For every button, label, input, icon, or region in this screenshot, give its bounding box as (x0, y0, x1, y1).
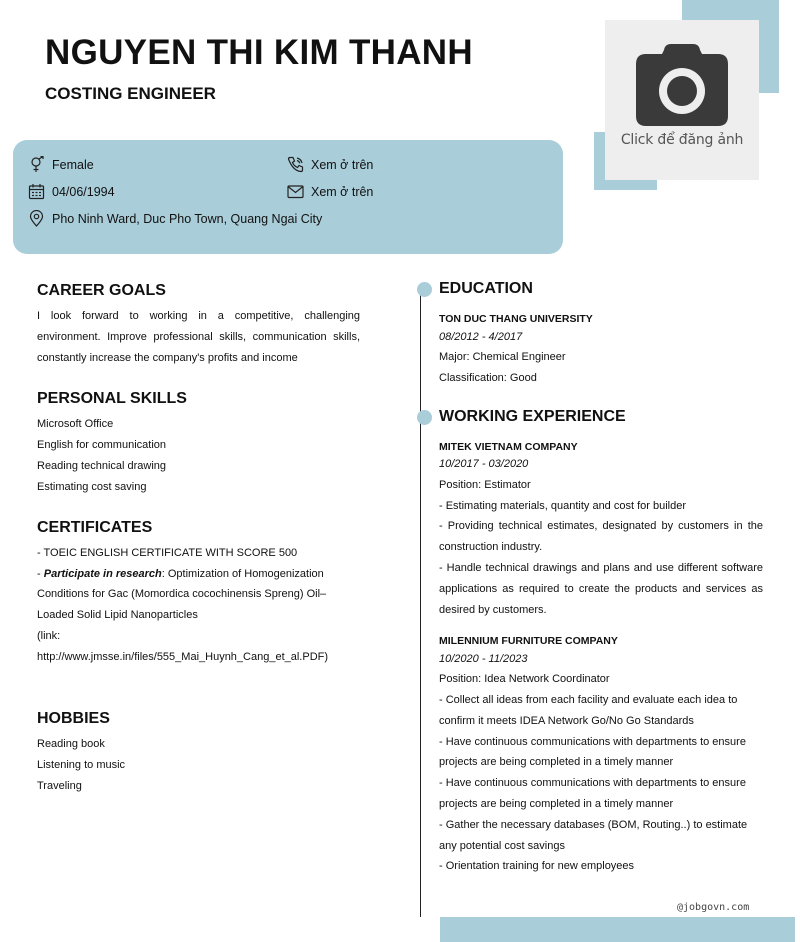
education-classification: Classification: Good (439, 372, 537, 384)
experience-title: WORKING EXPERIENCE (439, 408, 626, 425)
candidate-name: NGUYEN THI KIM THANH (45, 33, 473, 72)
watermark: @jobgovn.com (677, 902, 750, 913)
gender-row (28, 156, 94, 173)
job-detail-line: applications as required to create the products and services as (439, 583, 763, 595)
job-detail-line: - Orientation training for new employees (439, 860, 635, 872)
certificate-research-label: Participate in research (43, 568, 162, 580)
dob-row (28, 183, 115, 200)
job-detail-line: confirm it meets IDEA Network Go/No Go Standards (439, 715, 694, 727)
job-detail-line: construction industry. (439, 541, 543, 553)
personal-info-box (13, 140, 563, 254)
job-detail-line: desired by customers. (439, 604, 547, 616)
certificate-line: Conditions for Gac (Momordica cocochinensis Spreng) Oil– (37, 588, 327, 600)
hobby-item: Traveling (37, 780, 82, 792)
job-detail-line: Position: Estimator (439, 479, 531, 491)
email-value: Xem ở trên (311, 184, 374, 199)
mail-icon (287, 183, 304, 200)
job-detail-line: - Collect all ideas from each facility and evaluate each idea to (439, 694, 738, 706)
hobbies-title: HOBBIES (37, 710, 110, 727)
job-detail-line: - Providing technical estimates, designated by customers in the (439, 520, 763, 532)
certificate-line: Loaded Solid Lipid Nanoparticles (37, 609, 198, 621)
certificate-prefix: - (37, 568, 44, 580)
photo-upload[interactable] (605, 20, 759, 180)
skill-item: Microsoft Office (37, 418, 114, 430)
career-goals-line: constantly increase the company's profits and income (37, 352, 298, 364)
photo-caption: Click để đăng ảnh (620, 132, 744, 148)
dob-value: 04/06/1994 (52, 184, 115, 199)
skill-item: Estimating cost saving (37, 481, 147, 493)
personal-skills-title: PERSONAL SKILLS (37, 390, 187, 407)
location-pin-icon (28, 210, 45, 227)
career-goals-line: I look forward to working in a competitive, challenging (37, 310, 360, 322)
job-detail-line: projects are being completed in a timely manner (439, 798, 674, 810)
hobby-item: Reading book (37, 738, 105, 750)
education-period: 08/2012 - 4/2017 (439, 331, 523, 343)
job-detail-line: any potential cost savings (439, 840, 565, 852)
career-goals-title: CAREER GOALS (37, 282, 166, 299)
phone-row (287, 156, 373, 173)
job-detail-line: - Gather the necessary databases (BOM, Routing..) to estimate (439, 819, 748, 831)
career-goals-line: environment. Improve professional skills, communication skills, (37, 331, 360, 343)
timeline-dot (417, 282, 432, 297)
school-name: TON DUC THANG UNIVERSITY (439, 313, 593, 325)
job-title: COSTING ENGINEER (45, 84, 216, 103)
certificate-link[interactable]: http://www.jmsse.in/files/555_Mai_Huynh_Cang_et_al.PDF) (37, 651, 329, 663)
phone-icon (287, 156, 304, 173)
email-row (287, 183, 373, 200)
job-detail-line: Position: Idea Network Coordinator (439, 673, 610, 685)
job-detail-line: - Have continuous communications with departments to ensure (439, 736, 746, 748)
hobby-item: Listening to music (37, 759, 126, 771)
decor-block-bottom (440, 917, 795, 942)
company-name: MITEK VIETNAM COMPANY (439, 441, 578, 453)
job-detail-line: - Estimating materials, quantity and cost for builder (439, 500, 687, 512)
education-title: EDUCATION (439, 280, 533, 297)
certificate-research-text: : Optimization of Homogenization (161, 568, 324, 580)
phone-value: Xem ở trên (311, 157, 374, 172)
certificates-title: CERTIFICATES (37, 519, 153, 536)
gender-icon (28, 156, 45, 173)
certificate-research-line (37, 564, 324, 585)
certificate-line: (link: (37, 630, 61, 642)
address-row (28, 210, 322, 227)
job-period: 10/2017 - 03/2020 (439, 458, 529, 470)
certificate-line: - TOEIC ENGLISH CERTIFICATE WITH SCORE 500 (37, 547, 298, 559)
skill-item: Reading technical drawing (37, 460, 167, 472)
job-period: 10/2020 - 11/2023 (439, 653, 528, 665)
job-detail-line: - Handle technical drawings and plans and use different software (439, 562, 763, 574)
timeline-line (420, 289, 421, 917)
address-value: Pho Ninh Ward, Duc Pho Town, Quang Ngai City (52, 211, 323, 226)
calendar-icon (28, 183, 45, 200)
gender-value: Female (52, 157, 94, 172)
company-name: MILENNIUM FURNITURE COMPANY (439, 635, 618, 647)
job-detail-line: projects are being completed in a timely manner (439, 756, 674, 768)
education-major: Major: Chemical Engineer (439, 351, 566, 363)
timeline-dot (417, 410, 432, 425)
skill-item: English for communication (37, 439, 167, 451)
camera-icon (636, 44, 728, 126)
job-detail-line: - Have continuous communications with departments to ensure (439, 777, 746, 789)
